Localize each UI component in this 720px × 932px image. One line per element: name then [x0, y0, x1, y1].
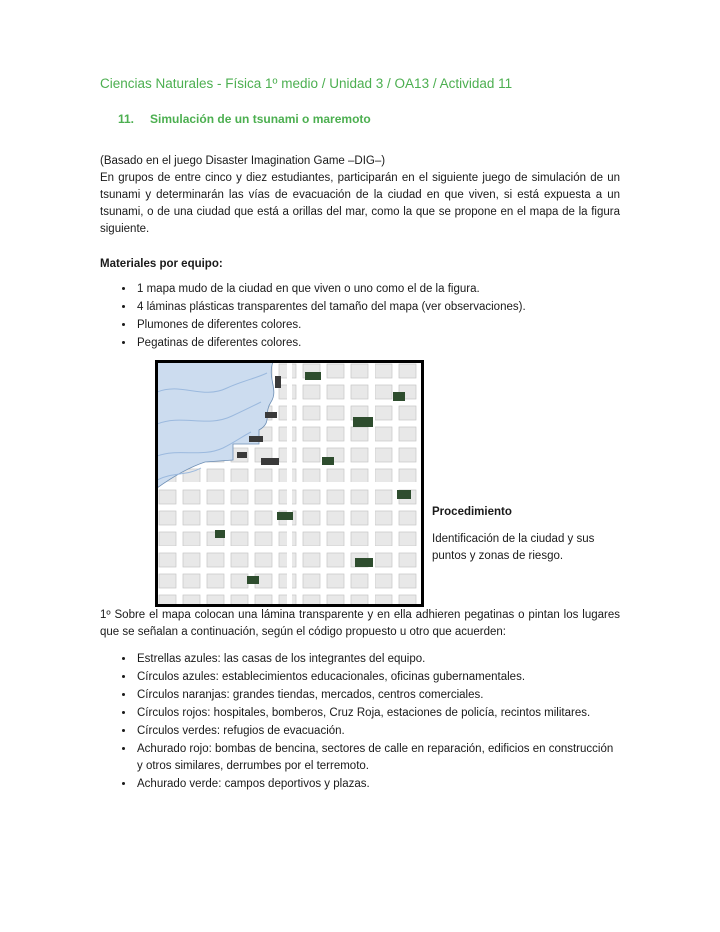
document-title: Ciencias Naturales - Física 1º medio / Unidad 3 / OA13 / Actividad 11	[100, 76, 513, 91]
list-item: • 4 láminas plásticas transparentes del tamaño del mapa (ver observaciones).	[135, 299, 620, 316]
list-item: • Círculos azules: establecimientos educacionales, oficinas gubernamentales.	[135, 669, 620, 686]
procedure-heading: Procedimiento	[432, 506, 512, 518]
procedure-intro: Identificación de la ciudad y sus puntos y zonas de riesgo.	[432, 533, 595, 562]
list-item: • Círculos naranjas: grandes tiendas, mercados, centros comerciales.	[135, 687, 620, 704]
activity-number: 11.	[118, 112, 135, 126]
step1-paragraph: 1º Sobre el mapa colocan una lámina transparente y en ella adhieren pegatinas o pintan los lugares que se señalan a continuación, según el código propuesto u otro que acuerden:	[100, 609, 620, 638]
city-map-figure	[155, 360, 424, 607]
based-on-note: (Basado en el juego Disaster Imagination Game –DIG–)	[100, 155, 386, 167]
materials-heading: Materiales por equipo:	[100, 258, 223, 270]
materials-list	[100, 281, 620, 352]
codes-list	[100, 651, 620, 793]
figure-row	[155, 360, 620, 607]
list-item: • Achurado rojo: bombas de bencina, sectores de calle en reparación, edificios en construcción y otros similares, derrumbes por el terremoto.	[135, 741, 620, 775]
list-item: • Plumones de diferentes colores.	[135, 317, 620, 334]
list-item: • Estrellas azules: las casas de los integrantes del equipo.	[135, 651, 620, 668]
list-item: • Círculos rojos: hospitales, bomberos, Cruz Roja, estaciones de policía, recintos militares.	[135, 705, 620, 722]
map-svg	[157, 362, 422, 605]
list-item: • Círculos verdes: refugios de evacuación.	[135, 723, 620, 740]
activity-title: Simulación de un tsunami o maremoto	[150, 112, 371, 126]
procedure-block	[432, 504, 620, 565]
intro-paragraph: En grupos de entre cinco y diez estudiantes, participarán en el siguiente juego de simulación de un tsunami y determinarán las vías de evacuación de la ciudad en que viven, si está expuesta a un tsunami, o de una ciudad que está a orillas del mar, como la que se propone en el mapa de la figura siguiente.	[100, 172, 620, 235]
list-item: • Achurado verde: campos deportivos y plazas.	[135, 776, 620, 793]
list-item: • Pegatinas de diferentes colores.	[135, 335, 620, 352]
activity-heading	[118, 112, 620, 127]
list-item: • 1 mapa mudo de la ciudad en que viven o uno como el de la figura.	[135, 281, 620, 298]
